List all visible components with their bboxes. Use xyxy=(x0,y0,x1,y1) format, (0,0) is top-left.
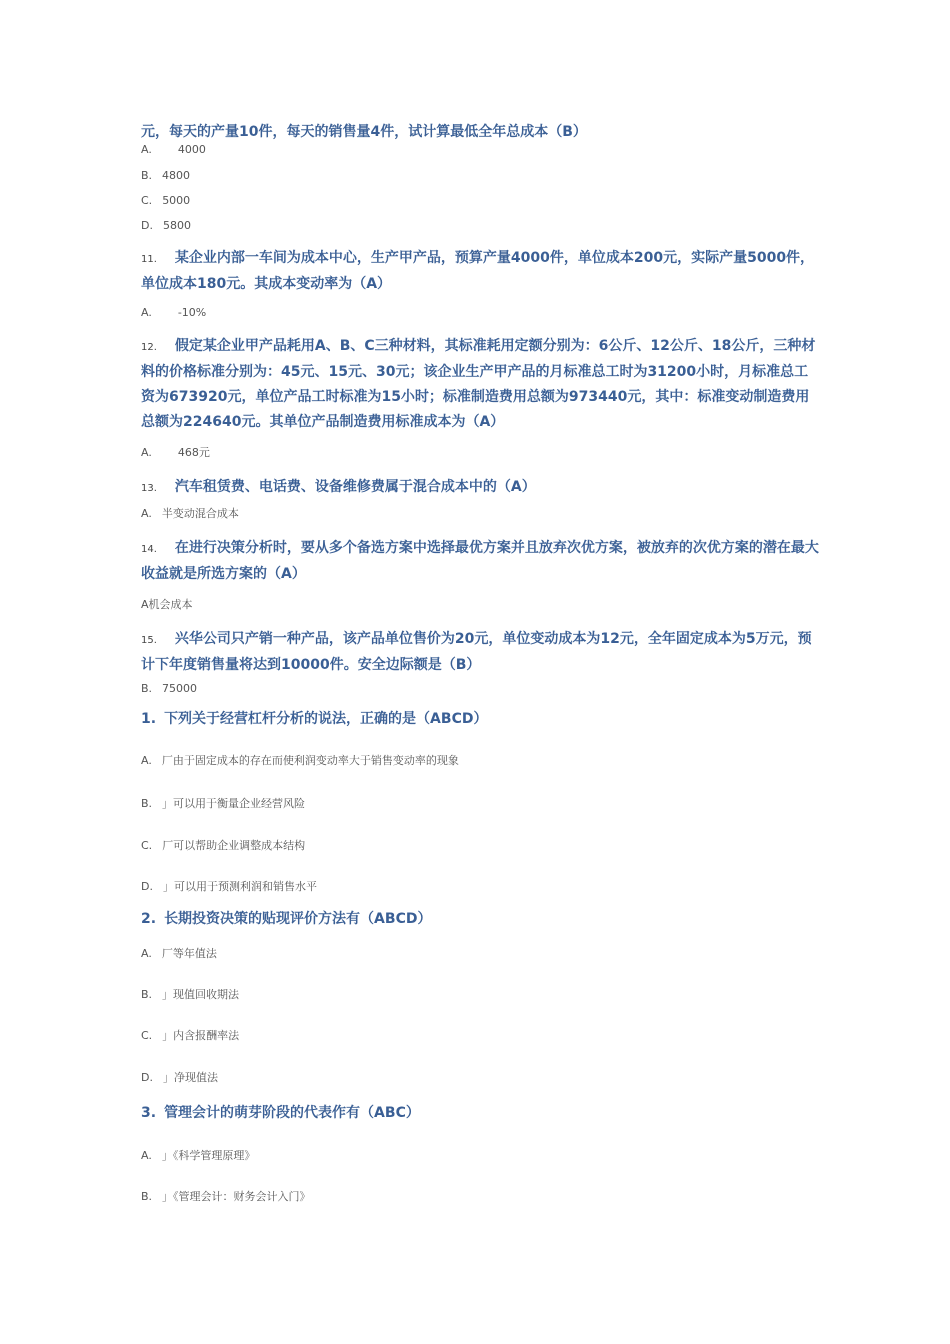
option-text: 5800 xyxy=(162,219,191,232)
question-number: 1. xyxy=(141,711,157,727)
option-letter: C. xyxy=(141,194,153,207)
m3-option-b xyxy=(141,1190,311,1204)
mc-question-3 xyxy=(141,1103,420,1123)
option-text: 」净现值法 xyxy=(162,1071,218,1084)
question-text: 在进行决策分析时，要从多个备选方案中选择最优方案并且放弃次优方案，被放弃的次优方案的潜在最大收益就是所选方案的（A） xyxy=(141,540,819,582)
option-letter: A. xyxy=(141,1149,152,1162)
option-letter: A. xyxy=(141,754,152,767)
q10-option-d xyxy=(141,219,191,233)
mc-question-2 xyxy=(141,909,431,929)
q10-option-c xyxy=(141,194,190,208)
option-text: -10% xyxy=(177,306,207,319)
question-text: 汽车租赁费、电话费、设备维修费属于混合成本中的（A） xyxy=(174,479,536,495)
question-number: 13. xyxy=(141,483,157,494)
option-letter: D. xyxy=(141,880,153,893)
option-letter: C. xyxy=(141,839,153,852)
option-text: 」可以用于预测利润和销售水平 xyxy=(162,880,317,893)
option-text: 」内含报酬率法 xyxy=(162,1029,240,1042)
m2-option-c xyxy=(141,1029,239,1043)
option-text: 4800 xyxy=(162,169,191,182)
question-13 xyxy=(141,475,821,501)
question-number: 15. xyxy=(141,635,157,646)
m3-option-a xyxy=(141,1149,255,1163)
m1-option-b xyxy=(141,797,305,811)
question-text: 兴华公司只产销一种产品，该产品单位售价为20元，单位变动成本为12元，全年固定成本为5万元，预计下年度销售量将达到10000件。安全边际额是（B） xyxy=(141,631,812,673)
option-letter: B. xyxy=(141,797,153,810)
option-text: 」《科学管理原理》 xyxy=(161,1149,256,1162)
question-text: 假定某企业甲产品耗用A、B、C三种材料，其标准耗用定额分别为：6公斤、12公斤、18公斤，三种材料的价格标准分别为：45元、15元、30元；该企业生产甲产品的月标准总工时为31200小时，月标准总工资为673920元，单位产品工时标准为15小时；标准制造费用总额为973440元，其中：标准变动制造费用总额为224640元。其单位产品制造费用标准成本为（A） xyxy=(141,338,816,430)
option-letter: A. xyxy=(141,143,152,156)
option-text: 厂由于固定成本的存在而使利润变动率大于销售变动率的现象 xyxy=(161,754,459,767)
option-letter: D. xyxy=(141,219,153,232)
option-letter: B. xyxy=(141,1190,153,1203)
option-letter: B. xyxy=(141,682,153,695)
question-number: 3. xyxy=(141,1105,157,1121)
q13-option-a xyxy=(141,507,239,521)
option-letter: A. xyxy=(141,947,152,960)
question-text: 某企业内部一车间为成本中心，生产甲产品，预算产量4000件，单位成本200元，实际产量5000件，单位成本180元。其成本变动率为（A） xyxy=(141,250,815,292)
m2-option-b xyxy=(141,988,239,1002)
question-10-text: 元，每天的产量10件，每天的销售量4件，试计算最低全年总成本（B） xyxy=(141,124,587,140)
question-text: 长期投资决策的贴现评价方法有（ABCD） xyxy=(164,911,432,927)
option-letter: A. xyxy=(141,306,152,319)
option-text: 半变动混合成本 xyxy=(161,507,239,520)
option-text: 75000 xyxy=(162,682,198,695)
option-letter: B. xyxy=(141,988,153,1001)
q10-option-a xyxy=(141,143,206,157)
question-number: 11. xyxy=(141,254,157,265)
option-text: 厂可以帮助企业调整成本结构 xyxy=(162,839,306,852)
option-letter: A. xyxy=(141,507,152,520)
m1-option-d xyxy=(141,880,317,894)
option-text: 4000 xyxy=(177,143,206,156)
question-text: 管理会计的萌芽阶段的代表作有（ABC） xyxy=(164,1105,420,1121)
option-text: 」现值回收期法 xyxy=(162,988,240,1001)
option-text: 」可以用于衡量企业经营风险 xyxy=(162,797,306,810)
question-number: 12. xyxy=(141,342,157,353)
m1-option-a xyxy=(141,754,459,768)
m1-option-c xyxy=(141,839,305,853)
question-15 xyxy=(141,627,821,678)
q15-option-b xyxy=(141,682,197,696)
option-letter: D. xyxy=(141,1071,153,1084)
q12-option-a xyxy=(141,446,210,460)
question-11 xyxy=(141,246,821,297)
question-12 xyxy=(141,334,821,435)
question-14 xyxy=(141,536,821,587)
option-text: 468元 xyxy=(177,446,210,459)
question-number: 2. xyxy=(141,911,157,927)
option-text: 厂等年值法 xyxy=(161,947,217,960)
q10-option-b xyxy=(141,169,190,183)
mc-question-1 xyxy=(141,709,487,729)
option-text: 」《管理会计：财务会计入门》 xyxy=(162,1190,311,1203)
q14-answer: A机会成本 xyxy=(141,598,193,611)
q11-option-a xyxy=(141,306,206,320)
option-text: 5000 xyxy=(162,194,191,207)
option-letter: B. xyxy=(141,169,153,182)
m2-option-a xyxy=(141,947,217,961)
option-letter: A. xyxy=(141,446,152,459)
option-letter: C. xyxy=(141,1029,153,1042)
m2-option-d xyxy=(141,1071,218,1085)
question-number: 14. xyxy=(141,544,157,555)
question-text: 下列关于经营杠杆分析的说法，正确的是（ABCD） xyxy=(164,711,488,727)
